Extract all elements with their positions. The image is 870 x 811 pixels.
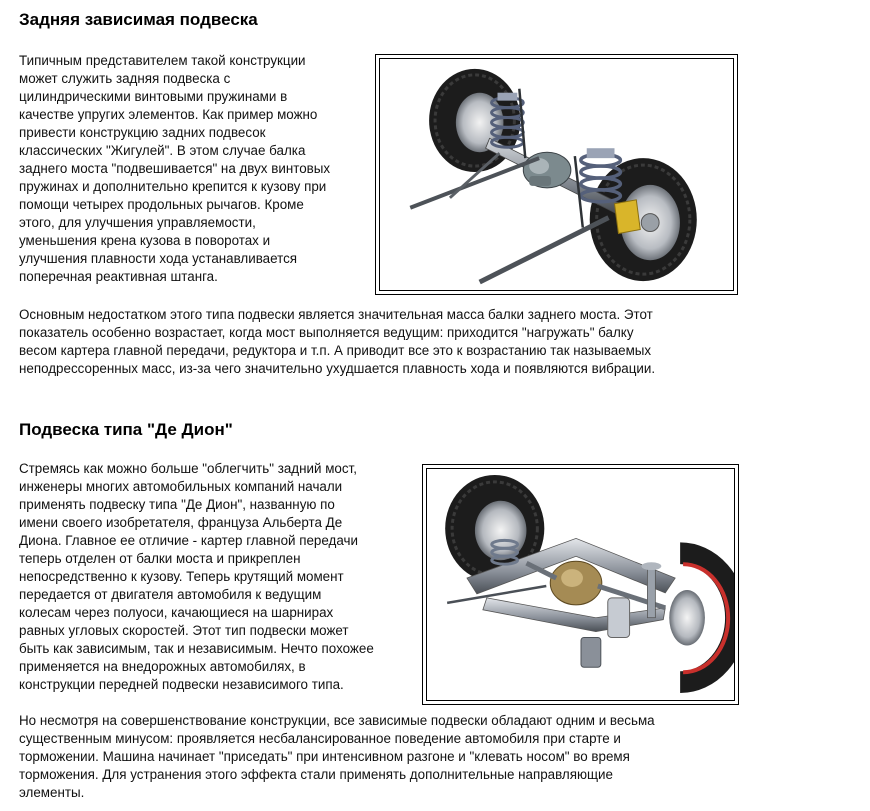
rear-dependent-suspension-figure <box>375 54 738 295</box>
section-title-rear-dependent: Задняя зависимая подвеска <box>19 10 258 29</box>
paragraph-line: показатель особенно возрастает, когда мост выполняется ведущим: приходится "нагружать" балку <box>19 325 634 340</box>
paragraph-line: помощи четырех продольных рычагов. Кроме <box>19 197 304 212</box>
paragraph-line: имени своего изобретателя, француза Альберта Де <box>19 515 343 530</box>
section2-intro-paragraph <box>19 460 374 694</box>
paragraph-line: может служить задняя подвеска с <box>19 71 231 86</box>
paragraph-line: конструкции передней подвески независимого типа. <box>19 677 344 692</box>
paragraph-line: торможении. Машина начинает "приседать" при интенсивном разгоне и "клевать носом" во время <box>19 749 630 764</box>
paragraph-line: улучшения плавности хода устанавливается <box>19 251 298 266</box>
paragraph-line: Но несмотря на совершенствование конструкции, все зависимые подвески обладают одним и весьма <box>19 713 655 728</box>
paragraph-line: быть как зависимым, так и независимым. Нечто похожее <box>19 641 374 656</box>
section-title-de-dion: Подвеска типа "Де Дион" <box>19 420 233 439</box>
paragraph-line: этого, для улучшения управляемости, <box>19 215 256 230</box>
paragraph-line: применяется на внедорожных автомобилях, в <box>19 659 306 674</box>
paragraph-line: поперечная реактивная штанга. <box>19 269 218 284</box>
paragraph-line: применять подвеску типа "Де Дион", названную по <box>19 497 335 512</box>
paragraph-line: неподрессоренных масс, из-за чего значительно ухудшается плавность хода и появляются вибрации. <box>19 361 656 376</box>
paragraph-line: Типичным представителем такой конструкции <box>19 53 306 68</box>
paragraph-line: передается от двигателя автомобиля к ведущим <box>19 587 322 602</box>
de-dion-suspension-illustration-icon <box>427 469 734 700</box>
paragraph-line: классических "Жигулей". В этом случае балка <box>19 143 306 158</box>
paragraph-line: колесам через полуоси, качающиеся на шарнирах <box>19 605 334 620</box>
paragraph-line: инженеры многих автомобильных компаний начали <box>19 479 343 494</box>
paragraph-line: Основным недостатком этого типа подвески является значительная масса балки заднего моста. Этот <box>19 307 653 322</box>
paragraph-line: существенным минусом: проявляется несбалансированное поведение автомобиля при старте и <box>19 731 621 746</box>
section1-body-paragraph <box>19 306 655 378</box>
paragraph-line: пружинах и дополнительно крепится к кузову при <box>19 179 327 194</box>
paragraph-line: уменьшения крена кузова в поворотах и <box>19 233 271 248</box>
paragraph-line: цилиндрическими винтовыми пружинами в <box>19 89 288 104</box>
paragraph-line: заднего моста "подвешивается" на двух винтовых <box>19 161 331 176</box>
paragraph-line: непосредственно к кузову. Теперь крутящий момент <box>19 569 344 584</box>
rear-dependent-suspension-illustration-icon <box>380 59 733 290</box>
paragraph-line: качестве упругих элементов. Как пример можно <box>19 107 318 122</box>
paragraph-line: Стремясь как можно больше "облегчить" задний мост, <box>19 461 357 476</box>
section2-body-paragraph <box>19 712 655 802</box>
de-dion-suspension-figure <box>422 464 739 705</box>
section1-intro-paragraph <box>19 52 330 286</box>
paragraph-line: торможения. Для устранения этого эффекта стали применять дополнительные направляющие <box>19 767 613 782</box>
paragraph-line: весом картера главной передачи, редуктора и т.п. А приводит все это к возрастанию так называемых <box>19 343 652 358</box>
paragraph-line: привести конструкцию задних подвесок <box>19 125 266 140</box>
paragraph-line: теперь отделен от балки моста и прикреплен <box>19 551 301 566</box>
de-dion-right-wheel <box>669 553 734 682</box>
paragraph-line: элементы. <box>19 785 85 800</box>
paragraph-line: Диона. Главное ее отличие - картер главной передачи <box>19 533 358 548</box>
paragraph-line: равных угловых скоростей. Этот тип подвески может <box>19 623 349 638</box>
